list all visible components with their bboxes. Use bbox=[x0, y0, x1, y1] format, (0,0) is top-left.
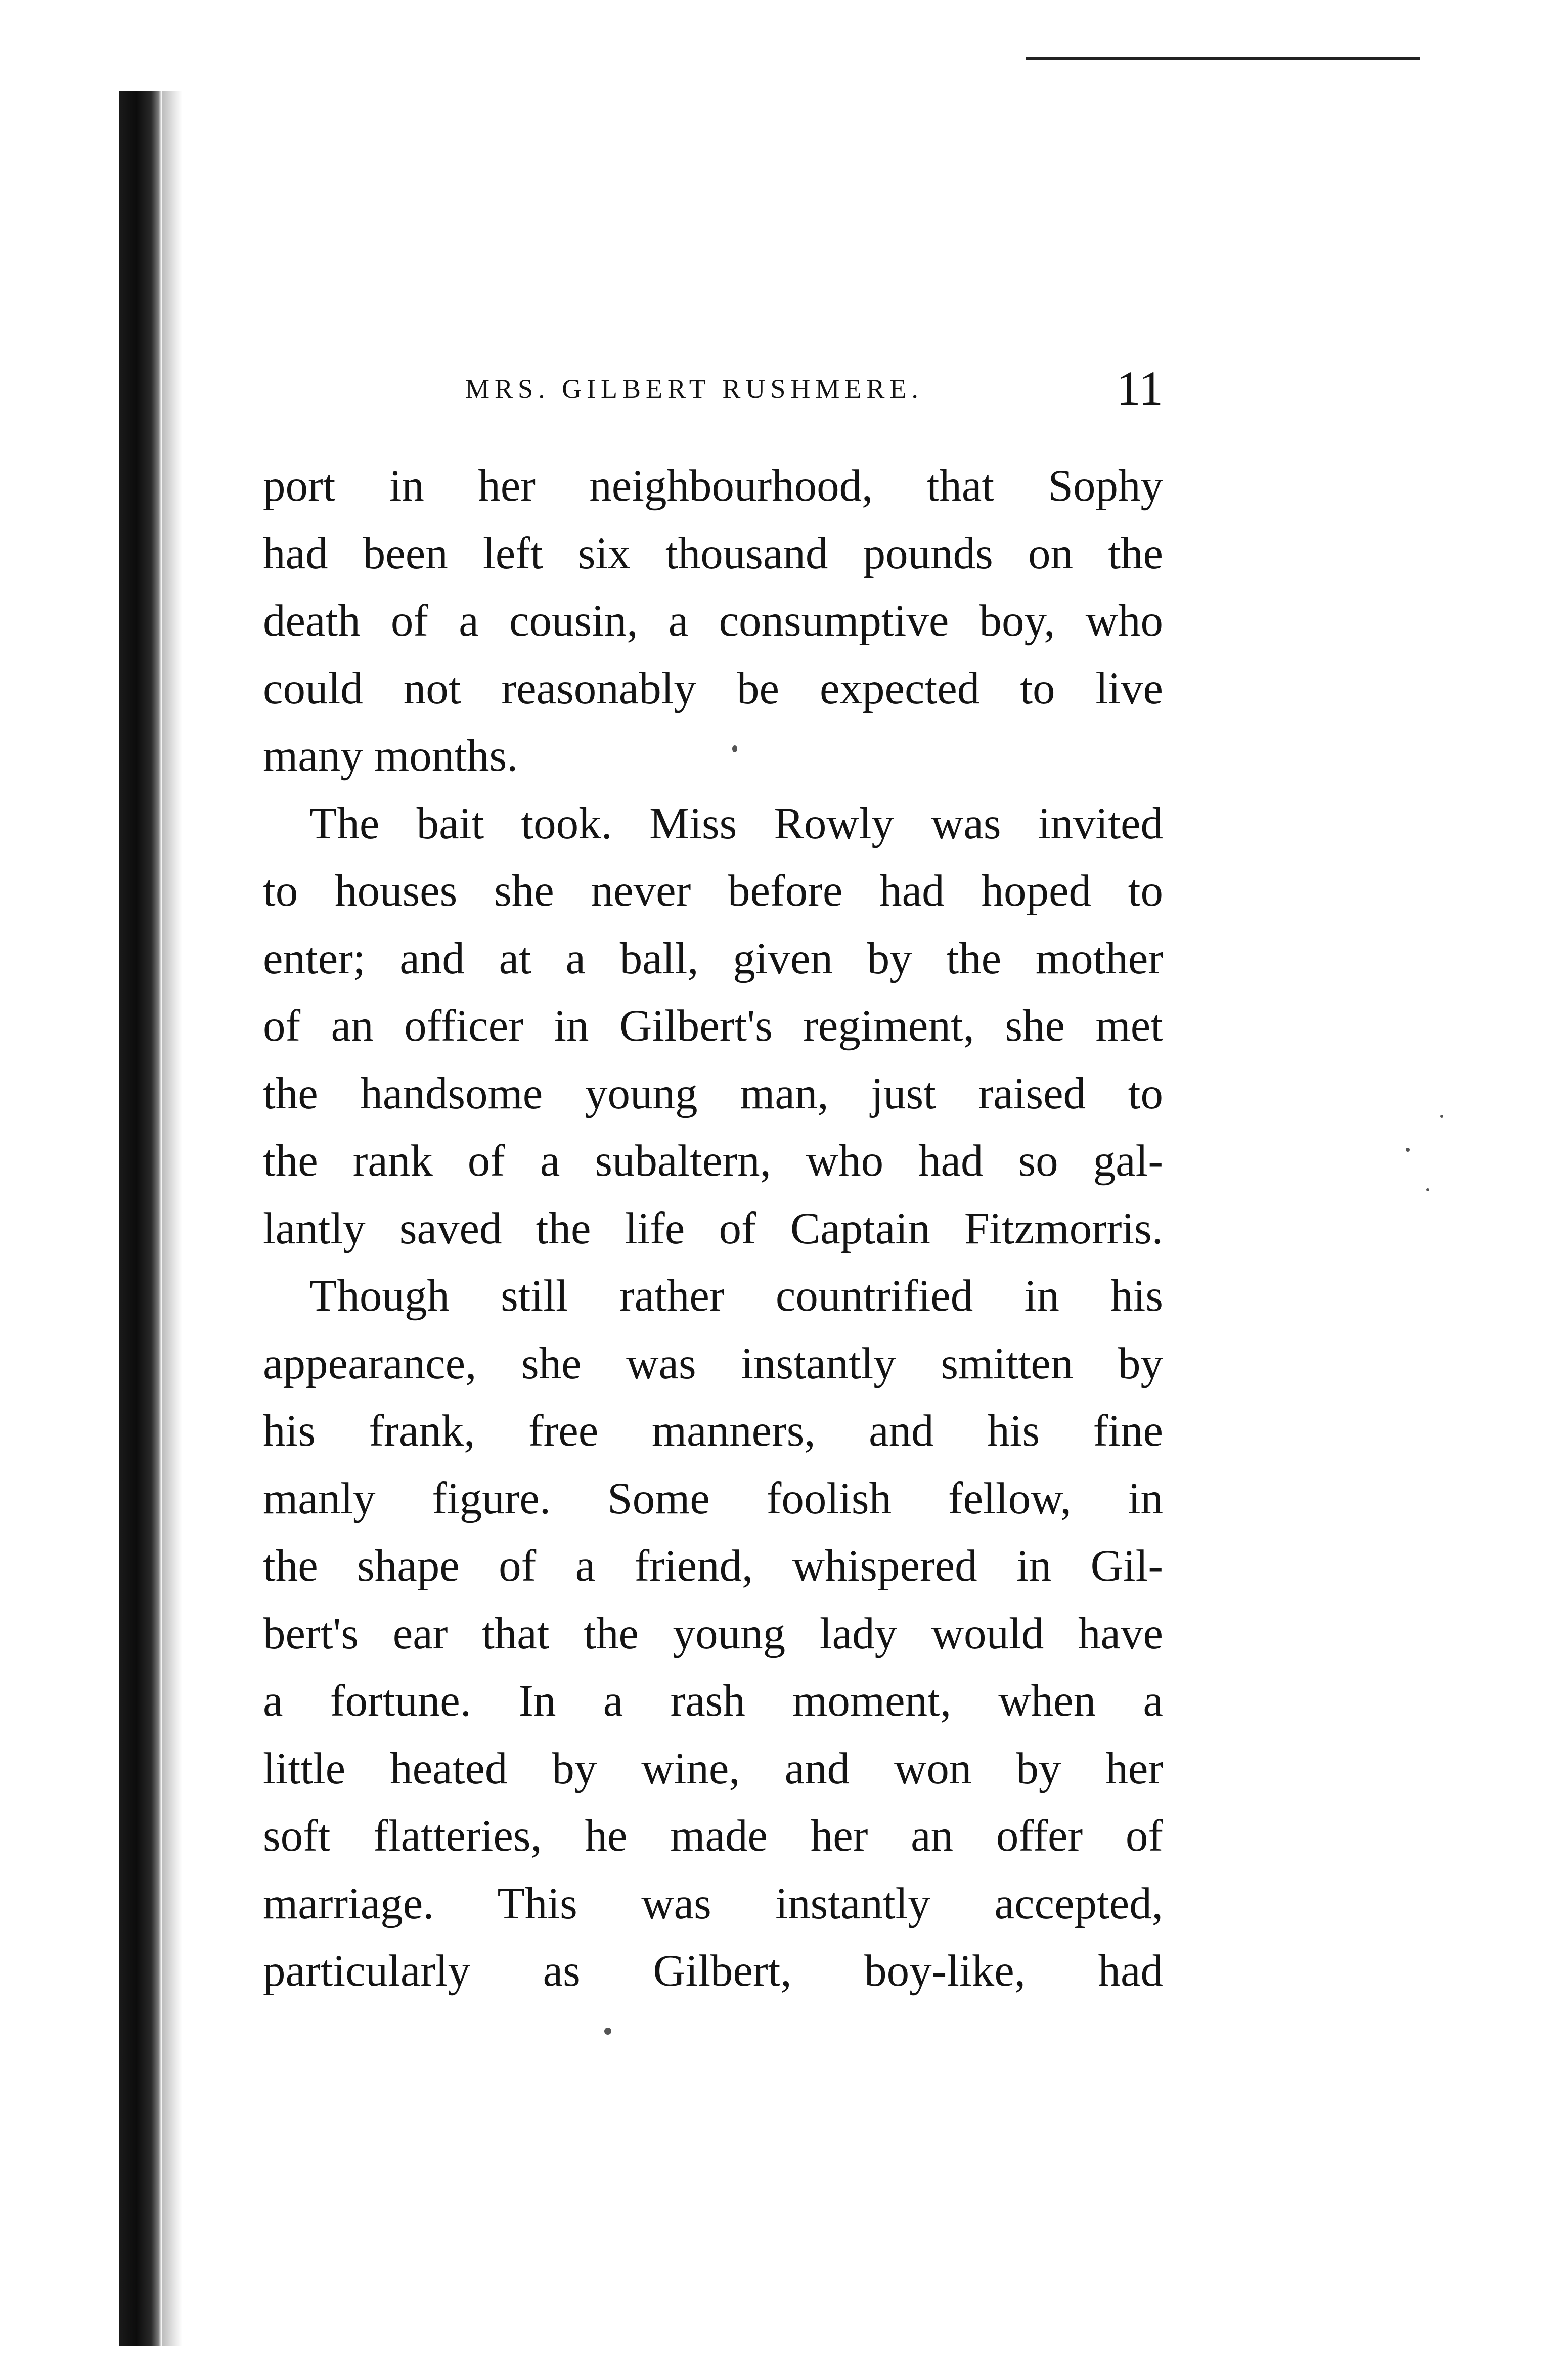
text-line: a fortune. In a rash moment, when a bbox=[263, 1676, 1163, 1726]
body-text bbox=[263, 453, 1163, 2005]
text-line: particularly as Gilbert, boy-like, had bbox=[263, 1946, 1163, 1996]
print-speck bbox=[1440, 1115, 1443, 1118]
binding-gutter bbox=[119, 91, 162, 2346]
text-line: bert's ear that the young lady would have bbox=[263, 1608, 1163, 1658]
print-speck bbox=[732, 745, 737, 752]
print-speck bbox=[604, 2028, 611, 2035]
text-line: his frank, free manners, and his fine bbox=[263, 1406, 1163, 1456]
text-line: Though still rather countrified in his bbox=[309, 1271, 1163, 1321]
text-line: of an officer in Gilbert's regiment, she met bbox=[263, 1001, 1163, 1051]
text-line: enter; and at a ball, given by the mother bbox=[263, 933, 1163, 983]
text-line: the rank of a subaltern, who had so gal- bbox=[263, 1136, 1163, 1186]
running-title: MRS. GILBERT RUSHMERE. bbox=[465, 374, 923, 404]
text-line: appearance, she was instantly smitten by bbox=[263, 1338, 1163, 1388]
top-rule bbox=[1026, 57, 1420, 60]
text-line: port in her neighbourhood, that Sophy bbox=[263, 461, 1163, 511]
page-number: 11 bbox=[1116, 361, 1163, 415]
text-line: could not reasonably be expected to live bbox=[263, 663, 1163, 713]
text-line: marriage. This was instantly accepted, bbox=[263, 1878, 1163, 1928]
text-line: lantly saved the life of Captain Fitzmorris. bbox=[263, 1203, 1163, 1253]
text-line: to houses she never before had hoped to bbox=[263, 866, 1163, 916]
text-line: had been left six thousand pounds on the bbox=[263, 528, 1163, 578]
text-line: soft flatteries, he made her an offer of bbox=[263, 1811, 1163, 1861]
text-line: manly figure. Some foolish fellow, in bbox=[263, 1473, 1163, 1523]
text-line: The bait took. Miss Rowly was invited bbox=[309, 798, 1163, 848]
print-speck bbox=[1426, 1188, 1429, 1191]
text-line: death of a cousin, a consumptive boy, who bbox=[263, 596, 1163, 646]
page-header bbox=[263, 361, 1163, 420]
text-line: little heated by wine, and won by her bbox=[263, 1743, 1163, 1793]
text-line: many months. bbox=[263, 731, 518, 781]
binding-shadow bbox=[162, 91, 182, 2346]
text-line: the handsome young man, just raised to bbox=[263, 1068, 1163, 1118]
print-speck bbox=[1406, 1148, 1410, 1152]
text-line: the shape of a friend, whispered in Gil- bbox=[263, 1541, 1163, 1591]
